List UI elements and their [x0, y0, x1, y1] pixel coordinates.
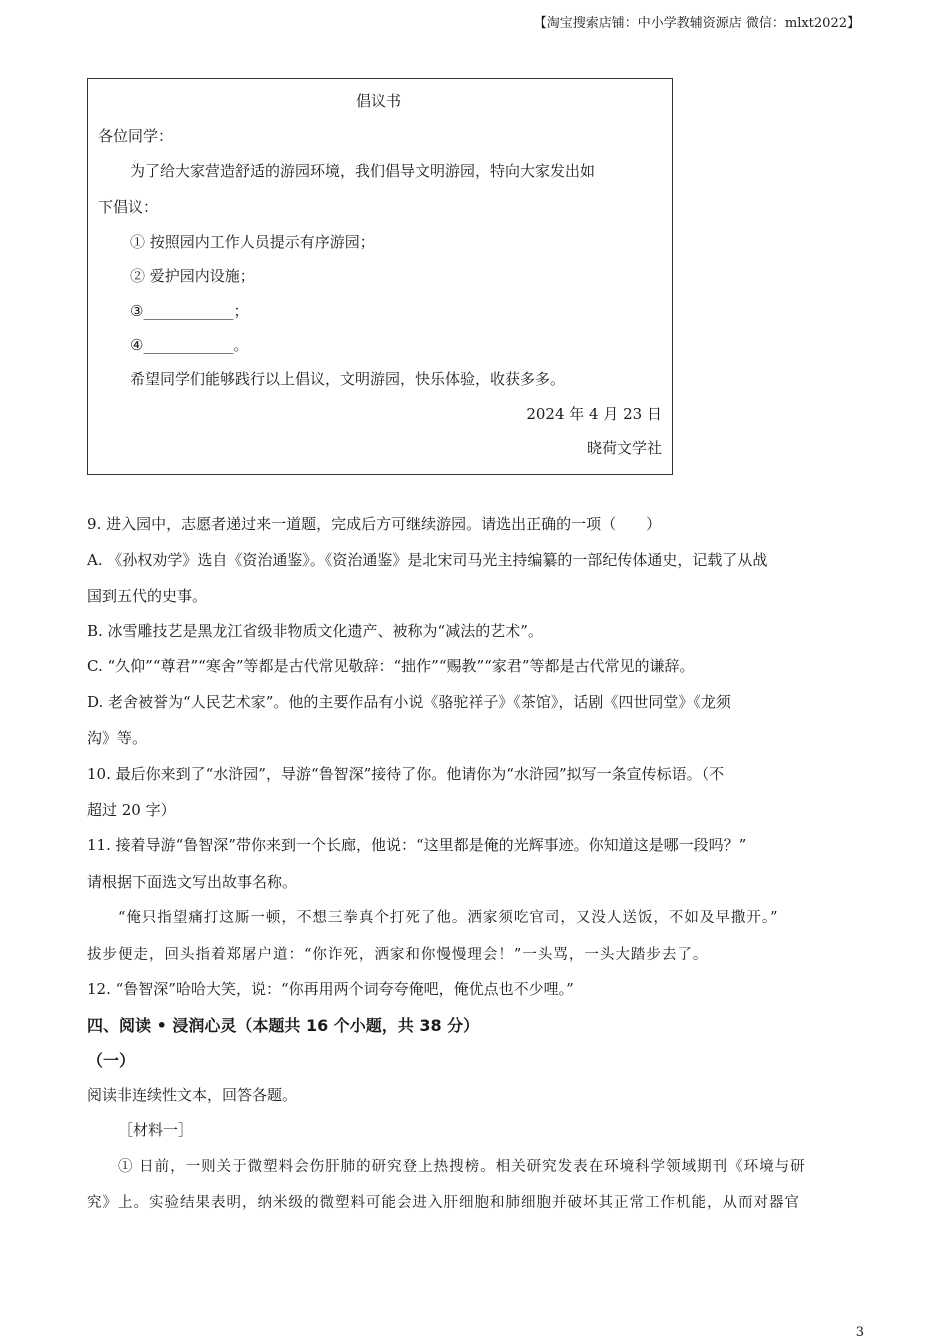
proposal-intro-line2: 下倡议：	[98, 198, 159, 216]
proposal-intro-line1: 为了给大家营造舒适的游园环境，我们倡导文明游园，特向大家发出如	[130, 162, 596, 180]
material-1-para1-line2: 究》上。实验结果表明，纳米级的微塑料可能会进入肝细胞和肺细胞并破坏其正常工作机能，从而对器官	[87, 1195, 800, 1211]
page-number: 3	[855, 1325, 864, 1340]
q9-stem: 9. 进入园中，志愿者递过来一道题，完成后方可继续游园。请选出正确的一项（ ）	[87, 515, 662, 533]
material-1-label: ［材料一］	[118, 1121, 194, 1139]
q9-option-b: B. 冰雪雕技艺是黑龙江省级非物质文化遗产、被称为“减法的艺术”。	[87, 622, 543, 640]
q11-quote-line2: 拔步便走，回头指着郑屠户道：“你诈死，洒家和你慢慢理会！”一头骂，一头大踏步去了。	[87, 947, 709, 963]
proposal-item-3: ③____________；	[130, 302, 249, 320]
q9-option-d-line1: D. 老舍被誉为“人民艺术家”。他的主要作品有小说《骆驼祥子》《茶馆》，话剧《四世同堂》《龙须	[87, 693, 731, 711]
q9-option-c: C. “久仰”“尊君”“寒舍”等都是古代常见敬辞：“拙作”“赐教”“家君”等都是古代常见的谦辞。	[87, 657, 695, 675]
proposal-greeting: 各位同学：	[98, 127, 174, 145]
proposal-title: 倡议书	[356, 92, 402, 110]
proposal-item-4: ④____________。	[130, 336, 249, 354]
q10-line2: 超过 20 字）	[87, 801, 176, 819]
q9-option-a-line1: A. 《孙权劝学》选自《资治通鉴》。《资治通鉴》是北宋司马光主持编纂的一部纪传体通史，记载了从战	[87, 551, 768, 569]
proposal-closing: 希望同学们能够践行以上倡议，文明游园，快乐体验，收获多多。	[130, 370, 566, 388]
q11-line2: 请根据下面选文写出故事名称。	[87, 873, 298, 891]
section4-part1-heading: （一）	[87, 1051, 136, 1070]
q11-quote-line1: “俺只指望痛打这厮一顿，不想三拳真个打死了他。洒家须吃官司，又没人送饭，不如及早撒开。”	[118, 910, 779, 926]
q9-option-d-line2: 沟》等。	[87, 729, 148, 747]
q11-line1: 11. 接着导游“鲁智深”带你来到一个长廊，他说：“这里都是俺的光辉事迹。你知道这是哪一段吗？”	[87, 836, 747, 854]
proposal-date: 2024 年 4 月 23 日	[526, 405, 662, 423]
q9-option-a-line2: 国到五代的史事。	[87, 587, 208, 605]
proposal-item-2: ② 爱护园内设施；	[130, 267, 255, 285]
proposal-item-1: ① 按照园内工作人员提示有序游园；	[130, 233, 375, 251]
proposal-box	[87, 78, 673, 475]
material-1-para1-line1: ① 日前，一则关于微塑料会伤肝肺的研究登上热搜榜。相关研究发表在环境科学领域期刊《环境与研	[118, 1159, 806, 1175]
q10-line1: 10. 最后你来到了“水浒园”，导游“鲁智深”接待了你。他请你为“水浒园”拟写一条宣传标语。（不	[87, 765, 725, 783]
section4-instruction: 阅读非连续性文本，回答各题。	[87, 1086, 298, 1104]
proposal-signature: 晓荷文学社	[586, 439, 662, 457]
page-header: 【淘宝搜索店铺：中小学教辅资源店 微信：mlxt2022】	[533, 16, 860, 31]
q12: 12. “鲁智深”哈哈大笑，说：“你再用两个词夸夸俺吧，俺优点也不少哩。”	[87, 980, 574, 998]
section4-title: 四、阅读 • 浸润心灵（本题共 16 个小题，共 38 分）	[87, 1016, 480, 1035]
